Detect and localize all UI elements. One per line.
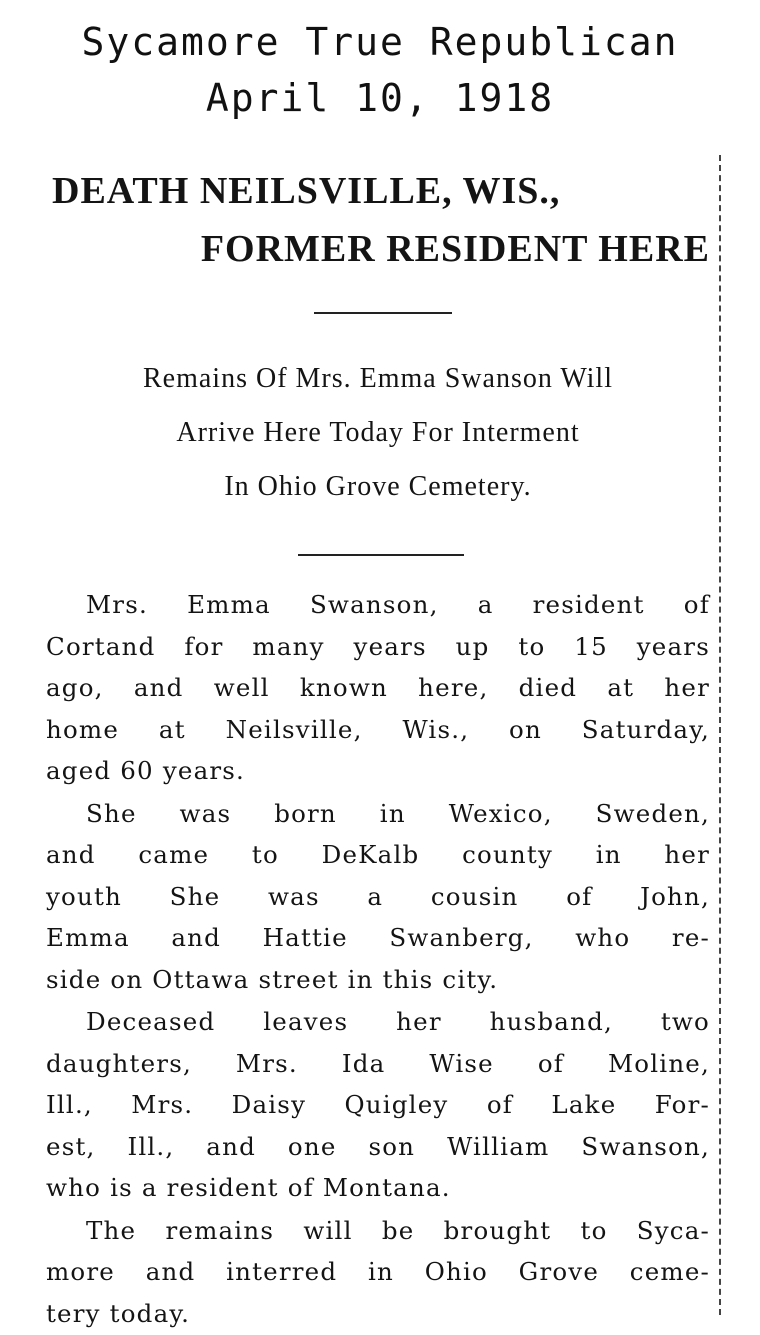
divider-rule: [298, 554, 464, 556]
text-line: She was born in Wexico, Sweden,: [86, 798, 710, 828]
text-line: est, Ill., and one son William Swanson,: [46, 1131, 710, 1161]
text-line: Deceased leaves her husband, two: [86, 1007, 710, 1036]
column-rule: [719, 155, 721, 1315]
text-line: ago, and well known here, died at her: [46, 673, 710, 702]
text-line: daughters, Mrs. Ida Wise of Moline,: [46, 1048, 710, 1078]
article-paragraph: [46, 1001, 710, 1209]
divider-rule: [314, 312, 452, 314]
article-paragraph: [46, 1210, 710, 1335]
headline-line-1: DEATH NEILSVILLE, WIS.,: [52, 170, 561, 212]
text-line: Emma and Hattie Swanberg, who re-: [46, 923, 710, 952]
text-line: youth She was a cousin of John,: [46, 881, 710, 911]
subheadline-line-1: Remains Of Mrs. Emma Swanson Will: [143, 363, 613, 394]
text-line: tery today.: [46, 1298, 191, 1328]
text-line: more and interred in Ohio Grove ceme-: [46, 1257, 710, 1286]
subheadline-line-2: Arrive Here Today For Interment: [176, 417, 580, 448]
text-line: The remains will be brought to Syca-: [86, 1215, 710, 1245]
publication-date: April 10, 1918: [205, 76, 555, 120]
text-line: Cortand for many years up to 15 years: [46, 631, 710, 661]
text-line: aged 60 years.: [46, 756, 246, 785]
subheadline: [46, 352, 710, 514]
article-paragraph: [46, 793, 710, 1001]
text-line: side on Ottawa street in this city.: [46, 964, 499, 994]
source-header: [0, 14, 760, 126]
text-line: and came to DeKalb county in her: [46, 840, 710, 869]
publication-name: Sycamore True Republican: [81, 20, 679, 64]
article-paragraph: [46, 584, 710, 792]
newspaper-clipping: [46, 162, 710, 1335]
text-line: Ill., Mrs. Daisy Quigley of Lake For-: [46, 1090, 710, 1119]
article-body: [46, 584, 710, 1334]
headline-line-2: FORMER RESIDENT HERE: [200, 228, 710, 270]
text-line: home at Neilsville, Wis., on Saturday,: [46, 714, 710, 744]
text-line: who is a resident of Montana.: [46, 1173, 451, 1202]
headline: [46, 162, 710, 278]
text-line: Mrs. Emma Swanson, a resident of: [86, 590, 710, 619]
subheadline-line-3: In Ohio Grove Cemetery.: [224, 471, 532, 502]
